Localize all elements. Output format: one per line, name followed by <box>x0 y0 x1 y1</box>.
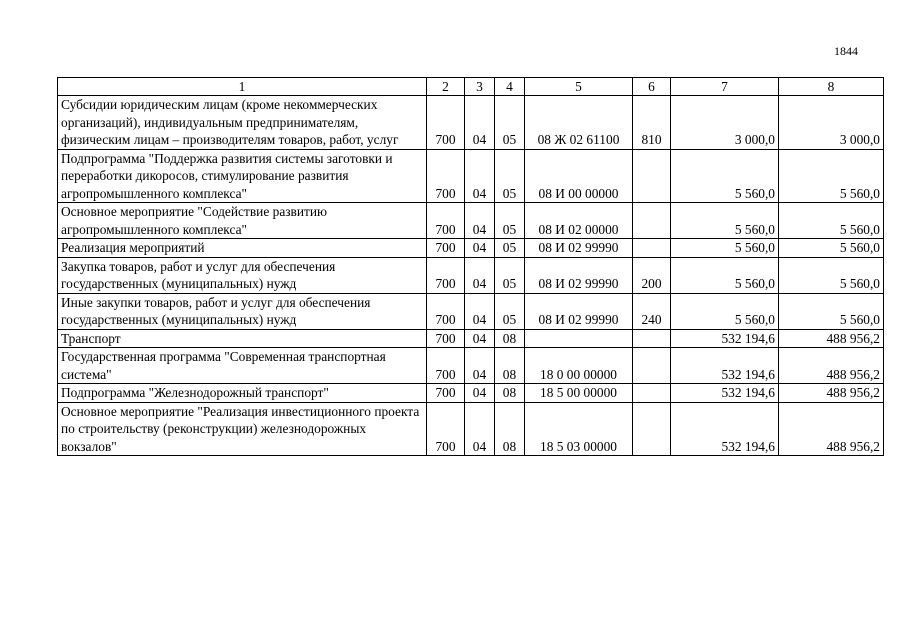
table-row <box>58 402 884 456</box>
amount-cell-8: 5 560,0 <box>779 239 884 258</box>
row-name-cell: Государственная программа "Современная транспортная система" <box>58 348 427 384</box>
section-cell: 04 <box>465 257 495 293</box>
code-cell: 700 <box>427 203 465 239</box>
section-cell: 04 <box>465 239 495 258</box>
column-header: 1 <box>58 78 427 96</box>
table-row <box>58 149 884 203</box>
row-name-cell: Реализация мероприятий <box>58 239 427 258</box>
budget-table <box>57 77 884 456</box>
amount-cell-8: 488 956,2 <box>779 402 884 456</box>
amount-cell-7: 5 560,0 <box>671 293 779 329</box>
target-article-cell: 08 И 02 99990 <box>525 257 633 293</box>
amount-cell-8: 3 000,0 <box>779 96 884 150</box>
amount-cell-7: 532 194,6 <box>671 384 779 403</box>
target-article-cell: 08 И 02 00000 <box>525 203 633 239</box>
column-header: 3 <box>465 78 495 96</box>
table-row <box>58 203 884 239</box>
section-cell: 04 <box>465 348 495 384</box>
amount-cell-8: 5 560,0 <box>779 149 884 203</box>
column-header: 5 <box>525 78 633 96</box>
expense-type-cell <box>633 149 671 203</box>
section-cell: 04 <box>465 402 495 456</box>
amount-cell-8: 488 956,2 <box>779 384 884 403</box>
subsection-cell: 08 <box>495 329 525 348</box>
row-name-cell: Закупка товаров, работ и услуг для обеспечения государственных (муниципальных) нужд <box>58 257 427 293</box>
subsection-cell: 08 <box>495 402 525 456</box>
code-cell: 700 <box>427 348 465 384</box>
row-name-cell: Основное мероприятие "Реализация инвестиционного проекта по строительству (реконструкции) железнодорожных вокзалов" <box>58 402 427 456</box>
subsection-cell: 05 <box>495 203 525 239</box>
table-row <box>58 239 884 258</box>
target-article-cell: 08 Ж 02 61100 <box>525 96 633 150</box>
amount-cell-7: 532 194,6 <box>671 402 779 456</box>
expense-type-cell <box>633 203 671 239</box>
subsection-cell: 08 <box>495 384 525 403</box>
amount-cell-7: 532 194,6 <box>671 329 779 348</box>
table-row <box>58 348 884 384</box>
row-name-cell: Транспорт <box>58 329 427 348</box>
target-article-cell: 18 5 03 00000 <box>525 402 633 456</box>
amount-cell-8: 5 560,0 <box>779 257 884 293</box>
expense-type-cell <box>633 402 671 456</box>
amount-cell-7: 5 560,0 <box>671 257 779 293</box>
target-article-cell: 08 И 02 99990 <box>525 293 633 329</box>
code-cell: 700 <box>427 149 465 203</box>
section-cell: 04 <box>465 203 495 239</box>
expense-type-cell: 810 <box>633 96 671 150</box>
section-cell: 04 <box>465 384 495 403</box>
target-article-cell: 08 И 02 99990 <box>525 239 633 258</box>
row-name-cell: Субсидии юридическим лицам (кроме некоммерческих организаций), индивидуальным предпринимателям, физическим лицам – производителям товаров, работ, услуг <box>58 96 427 150</box>
column-header: 2 <box>427 78 465 96</box>
target-article-cell: 18 0 00 00000 <box>525 348 633 384</box>
code-cell: 700 <box>427 239 465 258</box>
amount-cell-7: 3 000,0 <box>671 96 779 150</box>
code-cell: 700 <box>427 96 465 150</box>
amount-cell-7: 5 560,0 <box>671 149 779 203</box>
subsection-cell: 05 <box>495 239 525 258</box>
expense-type-cell <box>633 239 671 258</box>
row-name-cell: Подпрограмма "Железнодорожный транспорт" <box>58 384 427 403</box>
table-row <box>58 96 884 150</box>
row-name-cell: Иные закупки товаров, работ и услуг для обеспечения государственных (муниципальных) нужд <box>58 293 427 329</box>
subsection-cell: 05 <box>495 149 525 203</box>
expense-type-cell <box>633 384 671 403</box>
subsection-cell: 05 <box>495 257 525 293</box>
amount-cell-8: 5 560,0 <box>779 203 884 239</box>
section-cell: 04 <box>465 329 495 348</box>
page-number: 1844 <box>834 44 858 58</box>
amount-cell-7: 5 560,0 <box>671 203 779 239</box>
expense-type-cell: 240 <box>633 293 671 329</box>
amount-cell-8: 488 956,2 <box>779 348 884 384</box>
subsection-cell: 08 <box>495 348 525 384</box>
table-row <box>58 293 884 329</box>
row-name-cell: Подпрограмма "Поддержка развития системы заготовки и переработки дикоросов, стимулирование развития агропромышленного комплекса" <box>58 149 427 203</box>
section-cell: 04 <box>465 96 495 150</box>
code-cell: 700 <box>427 257 465 293</box>
code-cell: 700 <box>427 293 465 329</box>
table-row <box>58 329 884 348</box>
amount-cell-8: 5 560,0 <box>779 293 884 329</box>
expense-type-cell <box>633 329 671 348</box>
column-header: 7 <box>671 78 779 96</box>
column-header: 8 <box>779 78 884 96</box>
column-header: 4 <box>495 78 525 96</box>
code-cell: 700 <box>427 329 465 348</box>
subsection-cell: 05 <box>495 96 525 150</box>
subsection-cell: 05 <box>495 293 525 329</box>
target-article-cell: 18 5 00 00000 <box>525 384 633 403</box>
column-header: 6 <box>633 78 671 96</box>
expense-type-cell <box>633 348 671 384</box>
target-article-cell: 08 И 00 00000 <box>525 149 633 203</box>
section-cell: 04 <box>465 149 495 203</box>
header-row <box>58 78 884 96</box>
table-row <box>58 257 884 293</box>
row-name-cell: Основное мероприятие "Содействие развитию агропромышленного комплекса" <box>58 203 427 239</box>
amount-cell-8: 488 956,2 <box>779 329 884 348</box>
table-row <box>58 384 884 403</box>
section-cell: 04 <box>465 293 495 329</box>
code-cell: 700 <box>427 384 465 403</box>
code-cell: 700 <box>427 402 465 456</box>
amount-cell-7: 532 194,6 <box>671 348 779 384</box>
expense-type-cell: 200 <box>633 257 671 293</box>
amount-cell-7: 5 560,0 <box>671 239 779 258</box>
target-article-cell <box>525 329 633 348</box>
